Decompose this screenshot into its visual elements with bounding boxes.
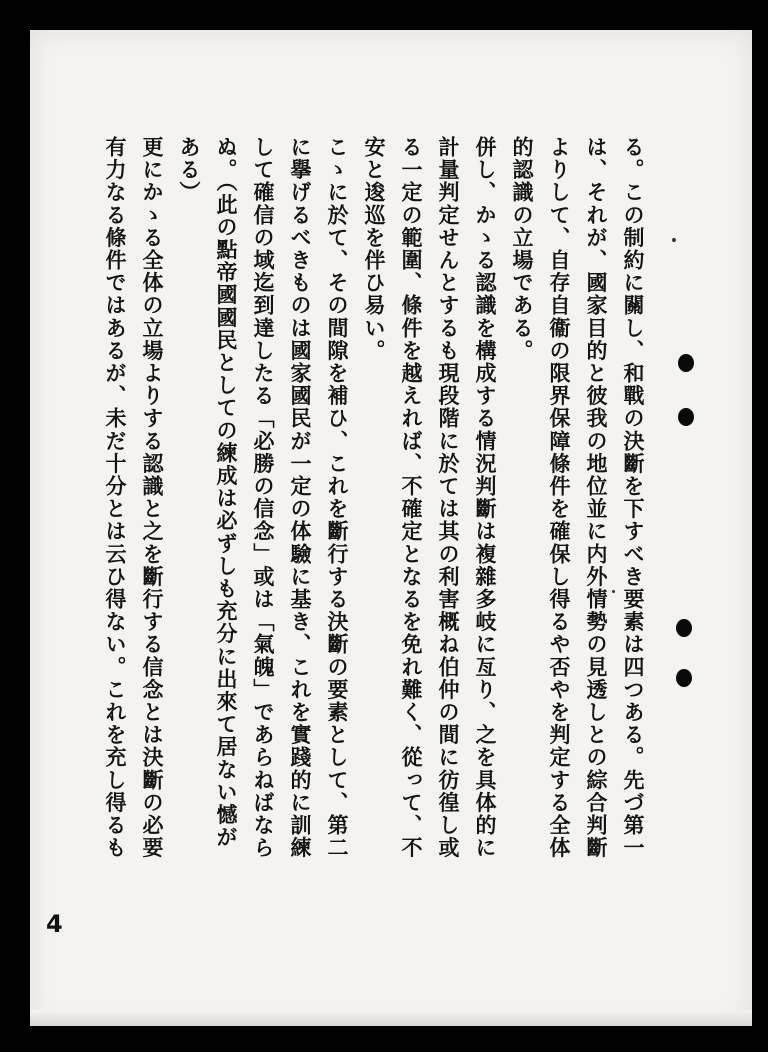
binding-hole-3 <box>676 619 692 637</box>
ink-speck <box>612 590 615 593</box>
text-column-11: して確信の域迄到達したる「必勝の信念」或は「氣魄」であらねばなら <box>251 136 276 860</box>
text-column-14: 更にかゝる全体の立場よりする認識と之を斷行する信念とは決斷の必要 <box>140 136 165 860</box>
text-column-1: る。この制約に關し、和戰の決斷を下すべき要素は四つある。先づ第一 <box>621 136 646 860</box>
text-column-7: る一定の範圍、條件を越えれば、不確定となるを免れ難く、從って、不 <box>399 136 424 860</box>
text-column-13: ある） <box>177 136 202 204</box>
text-column-15: 有力なる條件ではあるが、未だ十分とは云ひ得ない。これを充し得るも <box>103 136 128 860</box>
text-column-5: 併し、かゝる認識を構成する情況判斷は複雜多岐に亙り、之を具体的に <box>473 136 498 860</box>
text-column-4: 的認識の立場である。 <box>510 136 535 362</box>
text-column-9: こゝに於て、その間隙を補ひ、これを斷行する決斷の要素として、第二 <box>325 136 350 860</box>
text-column-12: ぬ。（此の點帝國國民としての練成は必ずしも充分に出來て居ない憾が <box>214 136 239 849</box>
text-column-10: に擧げるべきものは國家國民が一定の体驗に基き、これを實踐的に訓練 <box>288 136 313 860</box>
text-column-3: よりして、自存自衞の限界保障條件を確保し得るや否やを判定する全体 <box>547 136 572 860</box>
binding-hole-1 <box>678 354 694 372</box>
ink-speck <box>672 238 676 242</box>
text-column-6: 計量判定せんとするも現段階に於ては其の利害概ね伯仲の間に彷徨し或 <box>436 136 461 860</box>
text-column-2: は、それが、國家目的と彼我の地位並に内外情勢の見透しとの綜合判斷 <box>584 136 609 860</box>
vertical-text-body <box>92 136 652 936</box>
text-column-8: 安と逡巡を伴ひ易い。 <box>362 136 387 362</box>
binding-hole-2 <box>678 408 694 426</box>
binding-hole-4 <box>676 669 692 687</box>
paper-bottom-edge <box>30 1010 752 1026</box>
page-number: 4 <box>46 910 63 938</box>
